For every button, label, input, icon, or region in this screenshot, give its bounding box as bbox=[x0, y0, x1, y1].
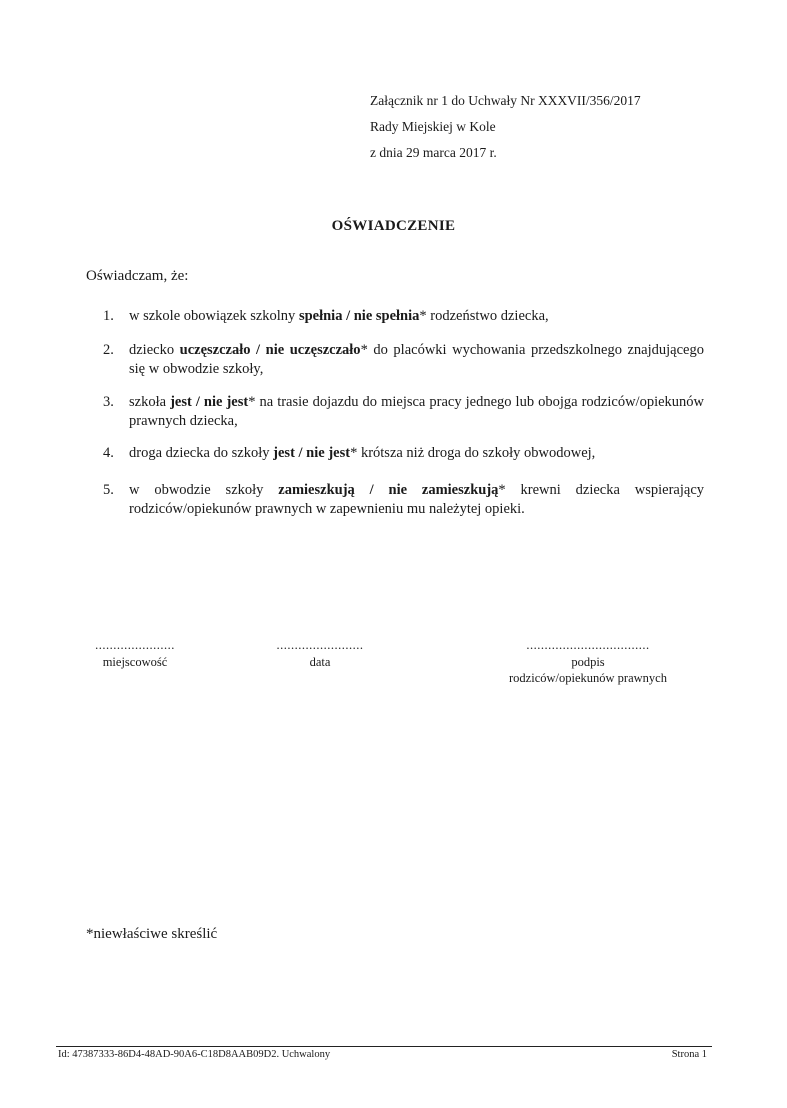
intro-text: Oświadczam, że: bbox=[86, 268, 189, 284]
item-text-bold: spełnia / nie spełnia bbox=[298, 308, 420, 324]
signature-label-parents: rodziców/opiekunów prawnych bbox=[509, 671, 667, 685]
statement-item-1 bbox=[103, 307, 704, 326]
signature-field-place bbox=[80, 638, 190, 670]
item-text bbox=[129, 481, 704, 519]
footnote: *niewłaściwe skreślić bbox=[86, 926, 218, 942]
item-text-bold: uczęszczało / nie uczęszczało bbox=[179, 342, 361, 358]
document-title: OŚWIADCZENIE bbox=[331, 218, 456, 234]
attachment-header bbox=[370, 88, 641, 166]
date-label: data bbox=[309, 655, 331, 669]
item-text-part: * krewni dziecka wspierający rodziców/opiekunów prawnych w zapewnieniu mu należytej opieki. bbox=[129, 482, 705, 517]
statement-item-3 bbox=[103, 393, 704, 431]
item-text-part: * krótsza niż droga do szkoły obwodowej, bbox=[350, 445, 596, 461]
item-number: 4. bbox=[103, 445, 114, 461]
item-text bbox=[129, 444, 704, 463]
document-id: Id: 47387333-86D4-48AD-90A6-C18D8AAB09D2. Uchwalony bbox=[58, 1049, 331, 1060]
item-text-bold: jest / nie jest bbox=[170, 394, 249, 410]
item-text bbox=[129, 307, 704, 326]
header-line-resolution: Załącznik nr 1 do Uchwały Nr XXXVII/356/2017 bbox=[370, 93, 641, 108]
item-text-part: w szkole obowiązek szkolny bbox=[129, 308, 299, 324]
item-text-part: * rodzeństwo dziecka, bbox=[419, 308, 549, 324]
page-number: Strona 1 bbox=[671, 1049, 707, 1060]
item-text-part: dziecko bbox=[129, 342, 180, 358]
signature-field-date bbox=[260, 638, 380, 670]
statement-item-2 bbox=[103, 341, 704, 379]
item-text-part: * na trasie dojazdu do miejsca pracy jednego lub obojga rodziców/opiekunów prawnych dziecka, bbox=[129, 394, 705, 429]
signature-dotted-line: .................................. bbox=[526, 638, 650, 652]
item-text-bold: jest / nie jest bbox=[273, 445, 351, 461]
item-text bbox=[129, 341, 704, 379]
header-line-council: Rady Miejskiej w Kole bbox=[370, 119, 496, 134]
item-number: 3. bbox=[103, 394, 114, 410]
statement-item-5 bbox=[103, 481, 704, 519]
item-text-part: w obwodzie szkoły bbox=[129, 482, 279, 498]
place-label: miejscowość bbox=[102, 655, 168, 669]
date-dotted-line: ........................ bbox=[276, 638, 364, 652]
statement-item-4 bbox=[103, 444, 704, 463]
item-text-part: droga dziecka do szkoły bbox=[129, 445, 274, 461]
header-line-date: z dnia 29 marca 2017 r. bbox=[370, 145, 497, 160]
signature-field-parents bbox=[478, 638, 698, 686]
item-text bbox=[129, 393, 704, 431]
item-number: 2. bbox=[103, 342, 114, 358]
item-number: 5. bbox=[103, 482, 114, 498]
item-text-part: szkoła bbox=[129, 394, 171, 410]
item-text-part: * do placówki wychowania przedszkolnego znajdującego się w obwodzie szkoły, bbox=[129, 342, 704, 377]
place-dotted-line: ...................... bbox=[95, 638, 175, 652]
item-number: 1. bbox=[103, 308, 114, 324]
signature-label: podpis bbox=[571, 655, 605, 669]
footer-divider bbox=[56, 1046, 712, 1047]
item-text-bold: zamieszkują / nie zamieszkują bbox=[278, 482, 499, 498]
